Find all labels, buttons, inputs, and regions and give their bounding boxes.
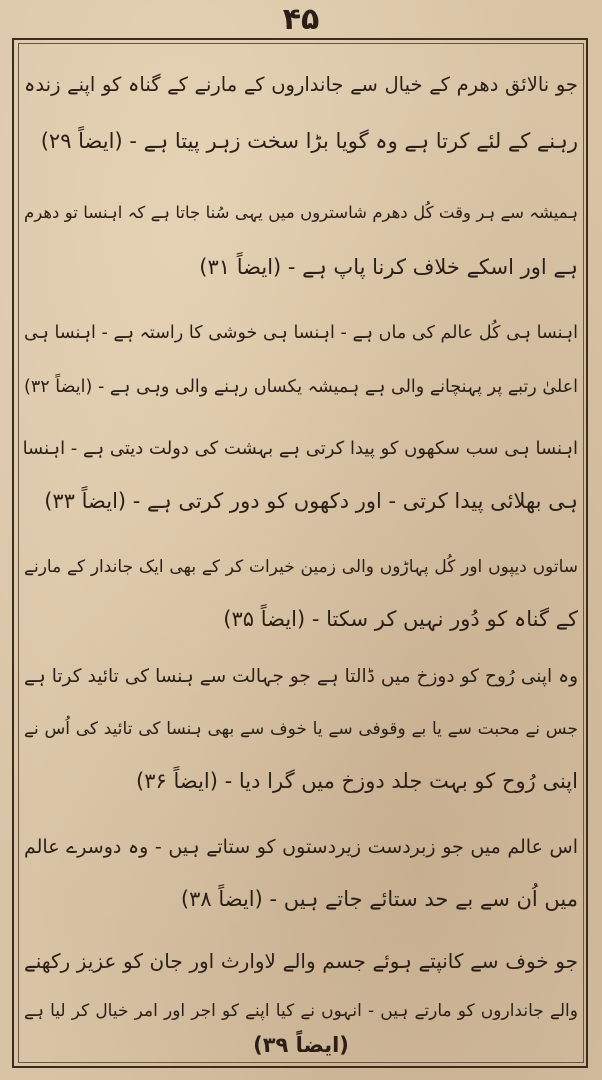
text-line: اہنسا ہی سب سکھوں کو پیدا کرتی ہے بہشت کی دولت دیتی ہے - اہنسا — [22, 438, 578, 459]
text-line: وہ اپنی رُوح کو دوزخ میں ڈالتا ہے جو جہالت سے ہنسا کی تائید کرتا ہے — [24, 666, 578, 687]
text-line: رہنے کے لئے کرتا ہے وہ گویا بڑا سخت زہر پیتا ہے - (ایضاً ۲۹) — [40, 129, 578, 153]
page-number: ۴۵ — [282, 2, 320, 37]
text-line: جو نالائق دھرم کے خیال سے جانداروں کے مارنے کے گناہ کو اپنے زندہ — [24, 73, 578, 96]
text-line: میں اُن سے بے حد ستائے جاتے ہیں - (ایضاً ۳۸) — [180, 887, 578, 911]
text-line: اہنسا ہی کُل عالم کی ماں ہے - اہنسا ہی خوشی کا راستہ ہے - اہنسا ہی — [24, 323, 578, 343]
text-line: ساتوں دیپوں اور کُل پہاڑوں والی زمین خیرات کر کے بھی ایک جاندار کے مارنے — [24, 557, 578, 577]
text-line: اس عالم میں جو زبردست زیردستوں کو ستاتے ہیں - وہ دوسرے عالم — [24, 836, 578, 858]
text-line: ہے اور اسکے خلاف کرنا پاپ ہے - (ایضاً ۳۱) — [199, 255, 578, 279]
text-line: اعلیٰ رتبے پر پہنچانے والی ہے ہمیشہ یکساں رہنے والی وہی ہے - (ایضاً ۳۲) — [24, 377, 578, 397]
text-line: اپنی رُوح کو بہت جلد دوزخ میں گرا دیا - (ایضاً ۳۶) — [136, 769, 578, 793]
text-line: جس نے محبت سے یا بے وقوفی سے یا خوف سے بھی ہنسا کی تائید کی اُس نے — [24, 719, 578, 739]
text-line: ہی بھلائی پیدا کرتی - اور دکھوں کو دور کرتی ہے - (ایضاً ۳۳) — [44, 489, 578, 513]
text-line: والے جانداروں کو مارتے ہیں - انہوں نے کیا اپنے کو اجر اور امر خیال کر لیا ہے — [24, 1001, 578, 1021]
text-line: ہمیشہ سے ہر وقت کُل دھرم شاستروں میں یہی سُنا جاتا ہے کہ اہنسا تو دھرم — [24, 203, 578, 222]
text-line: کے گناہ کو دُور نہیں کر سکتا - (ایضاً ۳۵) — [223, 607, 578, 631]
text-line: جو خوف سے کانپتے ہوئے جسم والے لاوارث اور جان کو عزیز رکھنے — [24, 949, 578, 973]
reference-citation: (ایضاً ۳۹) — [253, 1033, 349, 1057]
